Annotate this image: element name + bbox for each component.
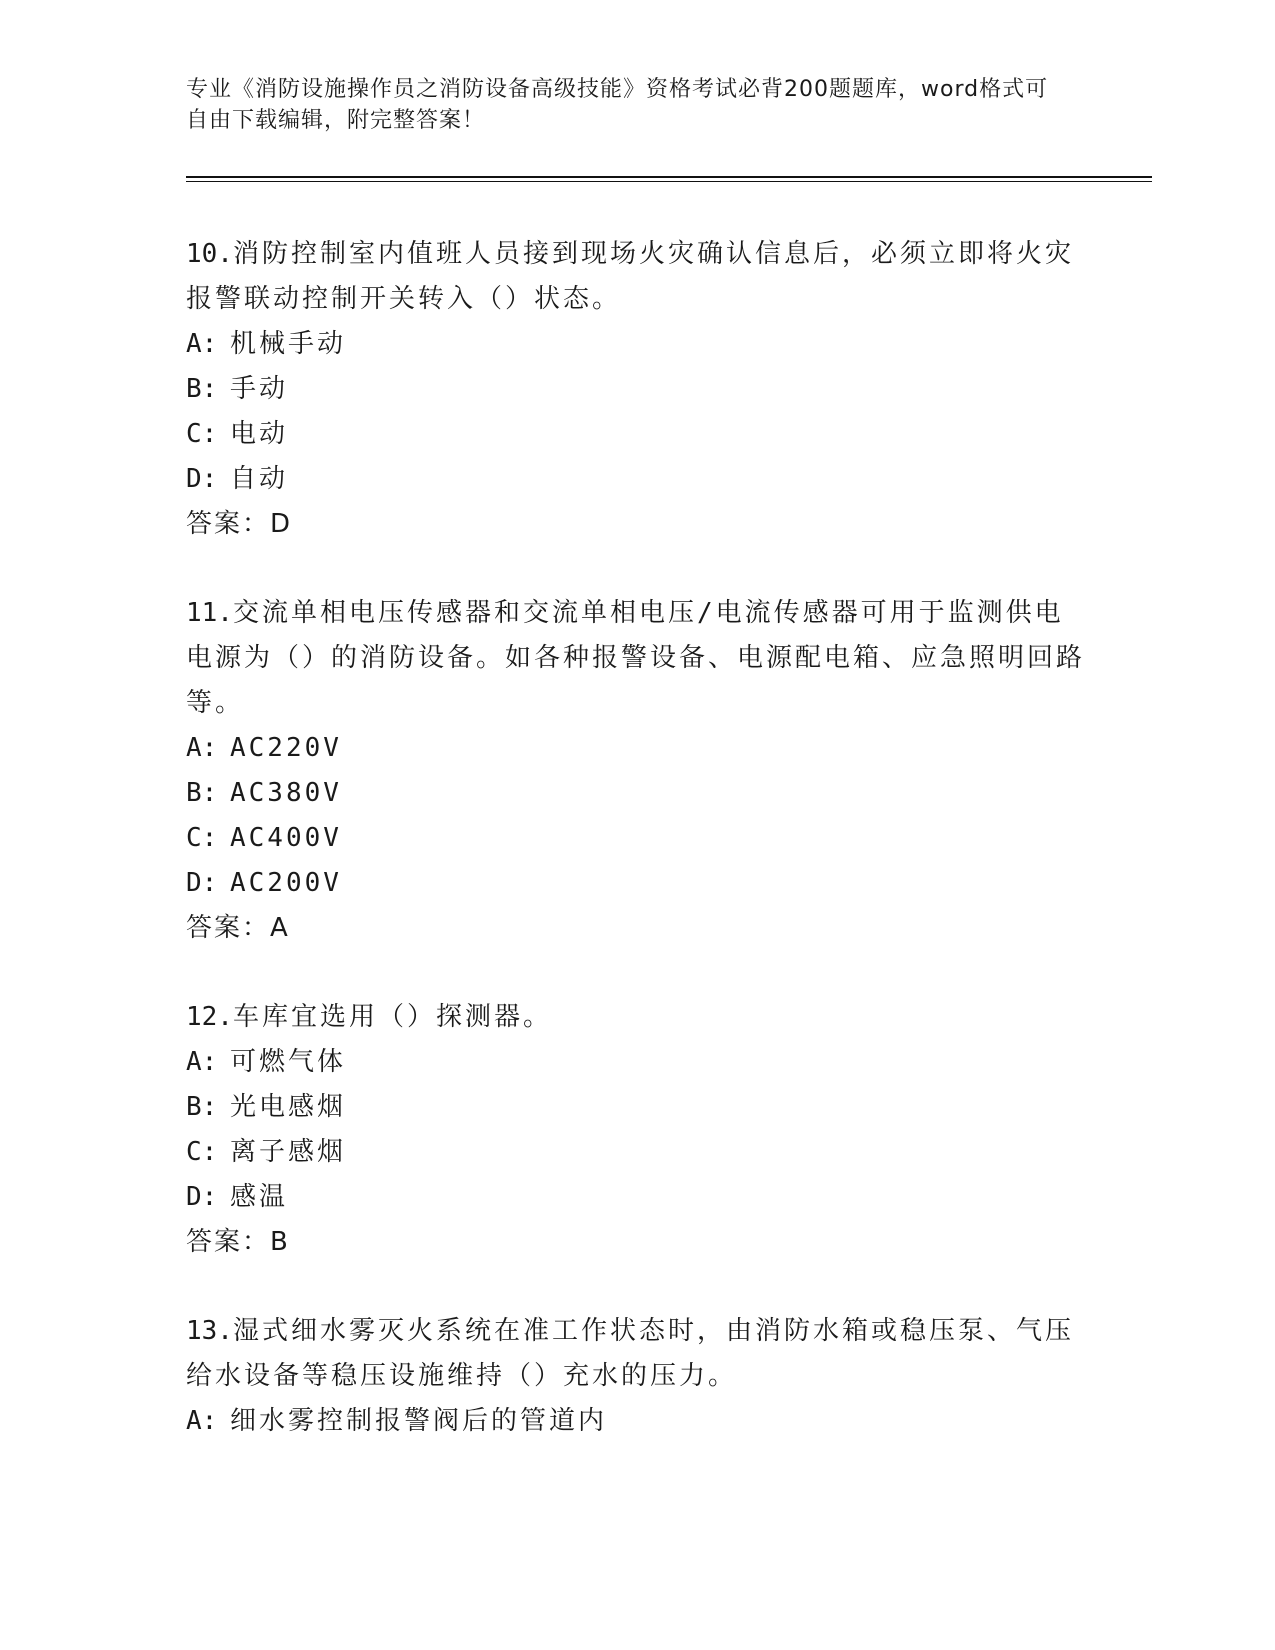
option-b <box>186 367 1086 412</box>
option-letter: A: <box>186 1406 218 1436</box>
question-stem: 消防控制室内值班人员接到现场火灾确认信息后，必须立即将火灾报警联动控制开关转入（）状态。 <box>186 239 1074 314</box>
option-text: AC400V <box>230 823 342 853</box>
option-c <box>186 412 1086 457</box>
option-text: 电动 <box>230 419 289 449</box>
option-c <box>186 1130 1086 1175</box>
answer-line: 答案：A <box>186 913 290 943</box>
question-text <box>186 995 1086 1040</box>
option-letter: B: <box>186 374 218 404</box>
option-b <box>186 771 1086 816</box>
option-text: 离子感烟 <box>230 1137 347 1167</box>
option-text: 自动 <box>230 464 289 494</box>
option-letter: B: <box>186 778 218 808</box>
option-letter: A: <box>186 329 218 359</box>
option-text: AC380V <box>230 778 342 808</box>
option-letter: C: <box>186 823 218 853</box>
document-header: 专业《消防设施操作员之消防设备高级技能》资格考试必背200题题库，word格式可自由下载编辑，附完整答案！ <box>186 77 1049 133</box>
option-text: AC220V <box>230 733 342 763</box>
question-text <box>186 591 1086 726</box>
question-number: 13. <box>186 1316 233 1346</box>
answer-line: 答案：B <box>186 1227 290 1257</box>
option-letter: A: <box>186 1047 218 1077</box>
question-stem: 湿式细水雾灭火系统在准工作状态时，由消防水箱或稳压泵、气压给水设备等稳压设施维持（）充水的压力。 <box>186 1316 1074 1391</box>
question-stem: 交流单相电压传感器和交流单相电压/电流传感器可用于监测供电电源为（）的消防设备。如各种报警设备、电源配电箱、应急照明回路等。 <box>186 598 1086 718</box>
option-letter: C: <box>186 1137 218 1167</box>
question-11 <box>186 591 1086 951</box>
option-letter: A: <box>186 733 218 763</box>
question-10 <box>186 232 1086 547</box>
question-text <box>186 1309 1086 1399</box>
option-letter: C: <box>186 419 218 449</box>
option-letter: B: <box>186 1092 218 1122</box>
header-divider-thick <box>186 176 1152 178</box>
option-d <box>186 457 1086 502</box>
option-text: 机械手动 <box>230 329 347 359</box>
question-number: 11. <box>186 598 233 628</box>
header-divider-thin <box>186 181 1152 182</box>
option-a <box>186 322 1086 367</box>
option-d <box>186 1175 1086 1220</box>
option-a <box>186 1399 1086 1444</box>
option-text: 手动 <box>230 374 289 404</box>
option-a <box>186 1040 1086 1085</box>
option-text: 光电感烟 <box>230 1092 347 1122</box>
question-stem: 车库宜选用（）探测器。 <box>232 1002 552 1032</box>
question-number: 10. <box>186 239 233 269</box>
option-text: 可燃气体 <box>230 1047 347 1077</box>
option-letter: D: <box>186 464 218 494</box>
question-list <box>186 232 1086 1488</box>
option-text: 细水雾控制报警阀后的管道内 <box>230 1406 608 1436</box>
option-c <box>186 816 1086 861</box>
option-a <box>186 726 1086 771</box>
option-d <box>186 861 1086 906</box>
option-text: AC200V <box>230 868 342 898</box>
option-letter: D: <box>186 868 218 898</box>
option-b <box>186 1085 1086 1130</box>
question-13 <box>186 1309 1086 1444</box>
option-letter: D: <box>186 1182 218 1212</box>
question-text <box>186 232 1086 322</box>
answer-line: 答案：D <box>186 509 293 539</box>
question-number: 12. <box>186 1002 233 1032</box>
option-text: 感温 <box>230 1182 289 1212</box>
question-12 <box>186 995 1086 1265</box>
